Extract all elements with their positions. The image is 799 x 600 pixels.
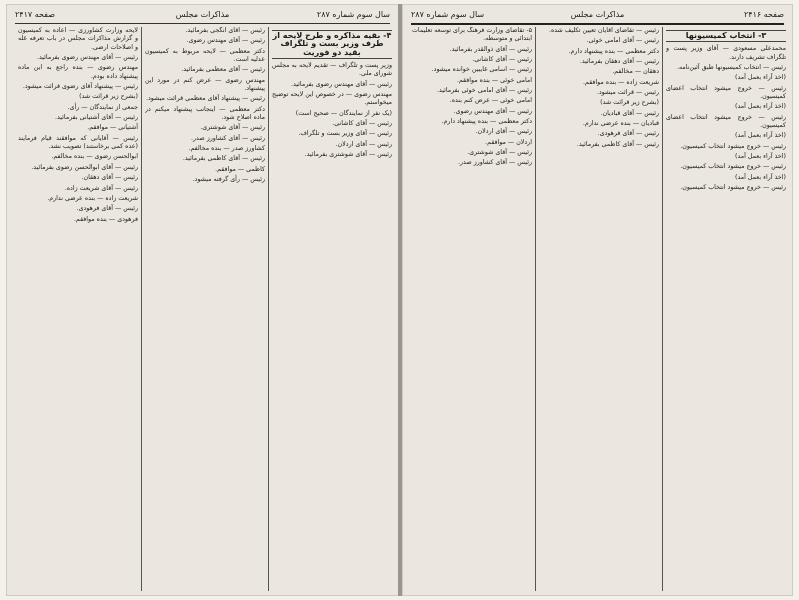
- paragraph: رئیس — آقای مهندس رضوی.: [186, 37, 265, 45]
- section-intro: محمدعلی مسعودی — آقای وزیر پست و تلگراف تشریف دارند.: [666, 45, 786, 61]
- paragraph: وزیر پست و تلگراف — تقدیم لایحه به مجلس شورای ملی.: [272, 62, 392, 78]
- paragraph: لایحه وزارت کشاورزی — اعاده به کمیسیون و گزارش مذاکرات مجلس در باب تعرفه غله و اصلاحات ارضی.: [18, 27, 138, 51]
- paragraph: رئیس — آقای شوشتری.: [200, 124, 265, 132]
- paragraph: رئیس — آقای قبادیان.: [600, 109, 659, 117]
- right-columns: [409, 27, 786, 591]
- paragraph: (بشرح زیر قرائت شد): [600, 99, 659, 107]
- paragraph: رئیس — قرائت میشود.: [596, 89, 659, 97]
- left-columns: [13, 27, 392, 591]
- paragraph: رئیس — آقای شریعت زاده.: [64, 184, 138, 192]
- paragraph: رئیس — آقای معظمی بفرمائید.: [181, 66, 265, 74]
- paragraph: رئیس — خروج میشود انتخاب کمیسیون.: [680, 184, 786, 192]
- paragraph: دهقان — مخالفم.: [612, 68, 659, 76]
- right-page: [402, 4, 793, 596]
- paragraph: آشتیانی — موافقم.: [87, 124, 138, 132]
- paragraph: رئیس — آقای ذوالقدر بفرمائید.: [449, 45, 532, 53]
- left-column-1: [18, 27, 138, 591]
- left-page-header: [15, 9, 390, 24]
- paragraph: رئیس — آقای اردلان.: [335, 140, 392, 148]
- paragraph: (اخذ آراء بعمل آمد): [735, 132, 786, 140]
- paragraph: امامی خوئی — بنده موافقم.: [456, 76, 532, 84]
- paragraph: رئیس — آقای آشتیانی بفرمائید.: [54, 114, 138, 122]
- paragraph: جمعی از نمایندگان — رأی.: [67, 103, 138, 111]
- paragraph: رئیس — پیشنهاد آقای رضوی قرائت میشود.: [22, 83, 138, 91]
- paragraph: رئیس — آقای کاشانی.: [472, 56, 532, 64]
- column-divider: [535, 27, 536, 591]
- paragraph: رئیس — آقای کاظمی بفرمائید.: [182, 155, 265, 163]
- paragraph: رئیس — آقای انگجی بفرمائید.: [185, 27, 265, 34]
- right-session-number: سال سوم شماره ۲۸۷: [411, 10, 485, 19]
- paragraph: رئیس — آقای فرهودی.: [597, 130, 659, 138]
- newspaper-spread: [6, 4, 793, 596]
- paragraph: کاظمی — موافقم.: [215, 165, 265, 173]
- paragraph: (اخذ آراء بعمل آمد): [735, 74, 786, 82]
- paragraph: (اخذ آراء بعمل آمد): [735, 173, 786, 181]
- left-session-number: سال سوم شماره ۲۸۷: [316, 10, 390, 19]
- paragraph: (اخذ آراء بعمل آمد): [735, 103, 786, 111]
- paragraph: مهندس رضوی — عرض کنم در مورد این پیشنهاد.: [145, 76, 265, 93]
- paragraph: رئیس — پیشنهاد آقای معظمی قرائت میشود.: [145, 95, 265, 103]
- left-column-3: [272, 27, 392, 591]
- right-page-number: صفحه ۲۴۱۶: [743, 10, 784, 19]
- paragraph: رئیس — آقای اردلان.: [475, 128, 532, 136]
- paragraph: رئیس — آقای وزیر بست و تلگراف.: [298, 130, 392, 138]
- section-heading: ۴- بقیه مذاکره و طرح لایحه از طرف وزیر بست و تلگراف بقید دو فوریت: [272, 30, 392, 59]
- right-page-header: [411, 9, 784, 25]
- paragraph: کشاورز صدر — بنده مخالفم.: [188, 145, 265, 153]
- paragraph: رئیس — آقای مهندس رضوی بفرمائید.: [36, 54, 138, 62]
- paragraph: رئیس — تقاضای آقایان تعیین تکلیف شده.: [548, 27, 659, 34]
- left-column-2: [145, 27, 265, 591]
- paragraph: رئیس — آقای امامی خوئی.: [586, 37, 659, 45]
- paragraph: دکتر معظمی — بنده پیشنهاد دارم.: [441, 118, 532, 126]
- paragraph: رئیس — آقای فرهودی.: [76, 205, 138, 213]
- paragraph: رئیس — آقای کشاورز صدر.: [458, 159, 532, 167]
- paragraph: ابوالحسن رضوی — بنده مخالفم.: [51, 153, 138, 161]
- section-heading: ۳- انتخاب کمیسیونها: [666, 30, 786, 42]
- paragraph: رئیس — خروج میشود انتخاب اعضای کمیسیون.: [666, 84, 786, 101]
- paragraph: رئیس — آقای کاشانی.: [332, 120, 392, 128]
- left-page-number: صفحه ۲۴۱۷: [15, 10, 56, 19]
- paragraph: شریعت زاده — بنده موافقم.: [583, 78, 659, 86]
- paragraph: (اخذ آراء بعمل آمد): [735, 153, 786, 161]
- paragraph: رئیس — آقای امامی خوئی بفرمائید.: [436, 87, 532, 95]
- column-divider: [141, 27, 142, 591]
- paragraph: رئیس — خروج میشود انتخاب اعضای کمیسیون.: [666, 113, 786, 130]
- paragraph: مهندس رضوی — در خصوص این لایحه توضیح میخواستم.: [272, 91, 392, 107]
- right-column-2: [539, 27, 659, 591]
- paragraph: رئیس — آقای مهندس رضوی بفرمائید.: [290, 80, 392, 88]
- column-divider: [268, 27, 269, 591]
- paragraph: شریعت زاده — بنده عرضی ندارم.: [47, 194, 138, 202]
- left-page: [6, 4, 399, 596]
- paragraph: رئیس — آقای شوشتری بفرمائید.: [304, 151, 392, 159]
- paragraph: (یک نفر از نمایندگان — صحیح است): [295, 109, 392, 117]
- right-journal-title: مذاکرات مجلس: [570, 10, 625, 19]
- paragraph: رئیس — آقای کشاورز صدر.: [191, 134, 265, 142]
- paragraph: رئیس — آقای دهقان.: [81, 174, 138, 182]
- paragraph: ۵- تقاضای وزارت فرهنگ برای توسعه تعلیمات ابتدائی و متوسطه.: [412, 27, 532, 43]
- paragraph: امامی خوئی — عرض کنم بنده.: [449, 97, 532, 105]
- paragraph: (بشرح زیر قرائت شد): [79, 93, 138, 101]
- paragraph: رئیس — رأی گرفته میشود.: [192, 176, 265, 184]
- paragraph: اردلان — موافقم.: [485, 138, 532, 146]
- paragraph: رئیس — آقای کاظمی بفرمائید.: [576, 140, 659, 148]
- paragraph: مهندس رضوی — بنده راجع به این ماده پیشنهاد داده بودم.: [18, 64, 138, 80]
- left-journal-title: مذاکرات مجلس: [175, 10, 230, 19]
- column-divider: [662, 27, 663, 591]
- right-column-1: [412, 27, 532, 591]
- paragraph: رئیس — آقای دهقان بفرمائید.: [579, 58, 659, 66]
- paragraph: رئیس — انتخاب کمیسیونها طبق آئین‌نامه.: [676, 64, 786, 72]
- paragraph: رئیس — خروج میشود انتخاب کمیسیون.: [680, 163, 786, 171]
- paragraph: دکتر معظمی — اینجانب پیشنهاد میکنم در ماده اصلاح شود.: [145, 105, 265, 122]
- paragraph: رئیس — خروج میشود انتخاب کمیسیون.: [680, 142, 786, 150]
- paragraph: دکتر معظمی — لایحه مربوط به کمیسیون عدلیه است.: [145, 47, 265, 64]
- paragraph: قبادیان — بنده عرضی ندارم.: [582, 120, 659, 128]
- paragraph: فرهودی — بنده موافقم.: [73, 215, 138, 223]
- paragraph: رئیس — آقای شوشتری.: [467, 149, 532, 157]
- paragraph: رئیس — آقای مهندس رضوی.: [453, 107, 532, 115]
- paragraph: دکتر معظمی — بنده پیشنهاد دارم.: [568, 47, 659, 55]
- paragraph: رئیس — اسامی غایبین خوانده میشود.: [431, 66, 532, 74]
- right-column-3: [666, 27, 786, 591]
- paragraph: رئیس — آقایانی که موافقند قیام فرمایند (عده کمی برخاستند) تصویب نشد.: [18, 134, 138, 151]
- paragraph: رئیس — آقای ابوالحسن رضوی بفرمائید.: [31, 163, 138, 171]
